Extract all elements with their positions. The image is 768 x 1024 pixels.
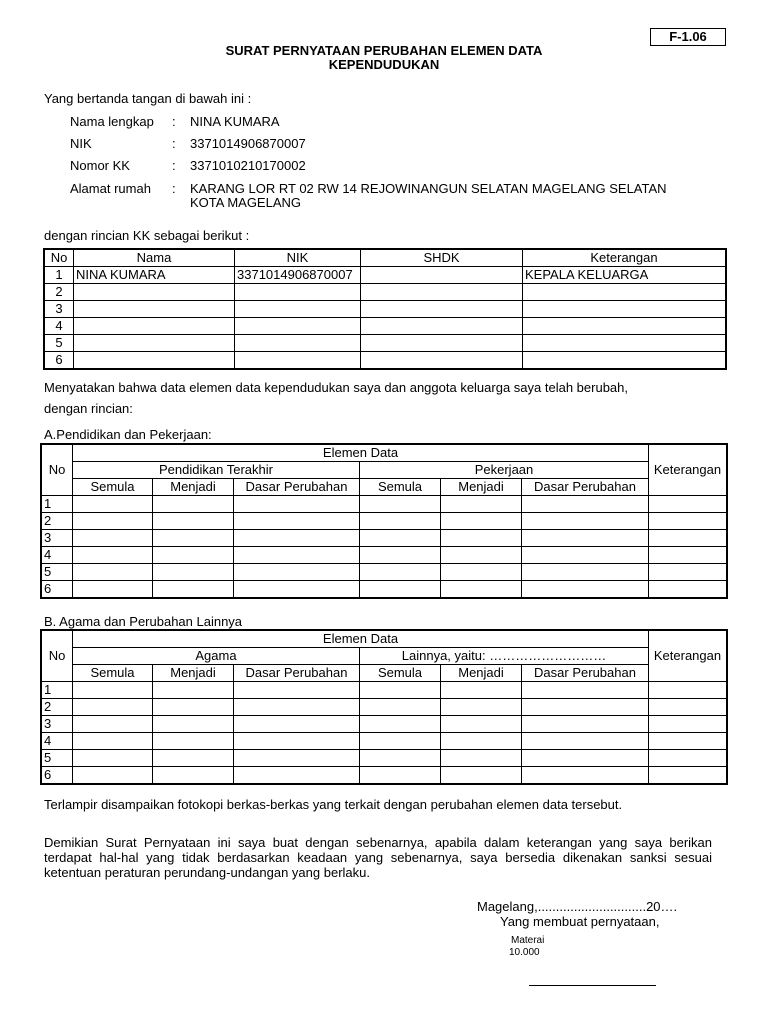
header-pendidikan: Pendidikan Terakhir xyxy=(73,462,360,479)
table-row xyxy=(42,581,727,598)
table-cell: NINA KUMARA xyxy=(74,267,235,284)
table-cell xyxy=(74,284,235,301)
table-cell xyxy=(522,716,649,733)
row-number: 3 xyxy=(42,530,73,547)
table-cell xyxy=(361,318,523,335)
table-cell xyxy=(234,733,360,750)
table-cell xyxy=(649,682,727,699)
table-cell xyxy=(234,716,360,733)
table-cell xyxy=(73,682,153,699)
table-cell xyxy=(361,335,523,352)
form-code: F-1.06 xyxy=(650,28,726,46)
table-cell xyxy=(234,767,360,784)
table-cell xyxy=(360,496,441,513)
row-number: 5 xyxy=(42,750,73,767)
table-cell xyxy=(73,699,153,716)
nik-value: 3371014906870007 xyxy=(190,136,306,151)
table-cell xyxy=(153,581,234,598)
header-shdk: SHDK xyxy=(361,250,523,267)
table-cell xyxy=(441,699,522,716)
table-cell xyxy=(522,547,649,564)
table-cell xyxy=(441,682,522,699)
table-cell xyxy=(235,352,361,369)
table-cell xyxy=(441,496,522,513)
table-cell xyxy=(522,513,649,530)
colon: : xyxy=(172,114,176,129)
table-cell xyxy=(441,547,522,564)
table-row xyxy=(45,318,726,335)
table-cell xyxy=(360,682,441,699)
table-cell: 3 xyxy=(45,301,74,318)
table-cell xyxy=(649,716,727,733)
table-cell: KEPALA KELUARGA xyxy=(523,267,726,284)
name-value: NINA KUMARA xyxy=(190,114,280,129)
table-cell xyxy=(649,733,727,750)
kk-intro-text: dengan rincian KK sebagai berikut : xyxy=(44,228,250,243)
table-cell xyxy=(649,530,727,547)
table-cell xyxy=(522,496,649,513)
table-cell xyxy=(649,581,727,598)
table-cell xyxy=(74,335,235,352)
kk-label: Nomor KK xyxy=(70,158,130,173)
table-row xyxy=(42,547,727,564)
table-cell xyxy=(235,284,361,301)
table-cell xyxy=(649,547,727,564)
table-cell xyxy=(153,750,234,767)
table-row xyxy=(45,267,726,284)
table-cell xyxy=(441,564,522,581)
stamp-label: Materai xyxy=(511,935,545,946)
nik-label: NIK xyxy=(70,136,92,151)
colon: : xyxy=(172,136,176,151)
row-number: 1 xyxy=(42,682,73,699)
table-cell xyxy=(649,513,727,530)
table-cell: 4 xyxy=(45,318,74,335)
table-cell xyxy=(441,716,522,733)
table-cell: 5 xyxy=(45,335,74,352)
section-b-table xyxy=(41,630,727,784)
table-cell xyxy=(441,581,522,598)
table-cell xyxy=(153,513,234,530)
table-header-row xyxy=(42,445,727,462)
table-cell: 2 xyxy=(45,284,74,301)
table-cell xyxy=(235,301,361,318)
table-cell xyxy=(153,530,234,547)
table-cell xyxy=(73,530,153,547)
table-cell xyxy=(523,284,726,301)
table-cell xyxy=(360,547,441,564)
header-keterangan: Keterangan xyxy=(649,445,727,496)
table-cell xyxy=(522,581,649,598)
header-semula: Semula xyxy=(73,479,153,496)
header-elemen-data: Elemen Data xyxy=(73,445,649,462)
table-cell xyxy=(153,699,234,716)
table-cell xyxy=(234,564,360,581)
header-agama: Agama xyxy=(73,648,360,665)
table-cell xyxy=(441,530,522,547)
table-header-row xyxy=(42,665,727,682)
table-cell xyxy=(73,513,153,530)
table-cell xyxy=(361,352,523,369)
table-cell xyxy=(153,716,234,733)
table-row xyxy=(45,335,726,352)
table-cell xyxy=(523,318,726,335)
table-cell xyxy=(649,699,727,716)
table-cell xyxy=(73,733,153,750)
intro-text: Yang bertanda tangan di bawah ini : xyxy=(44,91,252,106)
header-no: No xyxy=(42,631,73,682)
header-menjadi: Menjadi xyxy=(153,665,234,682)
place-date: Magelang,..............................20…. xyxy=(477,899,678,914)
section-a-table xyxy=(41,444,727,598)
table-header-row xyxy=(42,479,727,496)
header-menjadi: Menjadi xyxy=(441,479,522,496)
header-semula: Semula xyxy=(360,479,441,496)
header-keterangan: Keterangan xyxy=(649,631,727,682)
table-row xyxy=(42,564,727,581)
table-header-row xyxy=(42,462,727,479)
table-cell: 1 xyxy=(45,267,74,284)
table-cell xyxy=(441,513,522,530)
table-row xyxy=(42,733,727,750)
header-menjadi: Menjadi xyxy=(441,665,522,682)
table-cell xyxy=(153,496,234,513)
table-cell xyxy=(153,733,234,750)
table-cell xyxy=(360,750,441,767)
table-row xyxy=(42,716,727,733)
header-dasar-perubahan: Dasar Perubahan xyxy=(522,665,649,682)
kk-value: 3371010210170002 xyxy=(190,158,306,173)
row-number: 2 xyxy=(42,513,73,530)
table-cell xyxy=(234,530,360,547)
table-cell xyxy=(360,530,441,547)
table-row xyxy=(42,699,727,716)
table-cell xyxy=(522,699,649,716)
table-cell xyxy=(360,564,441,581)
table-cell xyxy=(73,547,153,564)
table-cell xyxy=(234,699,360,716)
table-cell xyxy=(153,547,234,564)
table-header-row xyxy=(45,250,726,267)
header-dasar-perubahan: Dasar Perubahan xyxy=(234,479,360,496)
page-title: SURAT PERNYATAAN PERUBAHAN ELEMEN DATA xyxy=(225,43,543,58)
name-label: Nama lengkap xyxy=(70,114,154,129)
header-nama: Nama xyxy=(74,250,235,267)
header-no: No xyxy=(42,445,73,496)
header-lainnya: Lainnya, yaitu: ……………………… xyxy=(360,648,649,665)
header-pekerjaan: Pekerjaan xyxy=(360,462,649,479)
table-cell xyxy=(73,496,153,513)
header-nik: NIK xyxy=(235,250,361,267)
signature-line xyxy=(529,985,656,986)
table-cell xyxy=(649,750,727,767)
table-cell xyxy=(522,682,649,699)
table-cell xyxy=(73,564,153,581)
address-label: Alamat rumah xyxy=(70,181,151,196)
table-row xyxy=(42,767,727,784)
table-row xyxy=(45,284,726,301)
table-cell xyxy=(360,716,441,733)
table-cell xyxy=(441,767,522,784)
table-cell xyxy=(360,767,441,784)
table-cell xyxy=(522,767,649,784)
table-cell xyxy=(523,301,726,318)
colon: : xyxy=(172,158,176,173)
header-semula: Semula xyxy=(360,665,441,682)
table-cell xyxy=(522,564,649,581)
table-cell xyxy=(73,750,153,767)
table-row xyxy=(42,750,727,767)
header-dasar-perubahan: Dasar Perubahan xyxy=(522,479,649,496)
table-cell xyxy=(74,301,235,318)
table-cell xyxy=(74,352,235,369)
table-cell xyxy=(74,318,235,335)
table-header-row xyxy=(42,648,727,665)
table-cell xyxy=(153,682,234,699)
statement-line2: dengan rincian: xyxy=(44,401,133,416)
table-row xyxy=(45,352,726,369)
table-cell xyxy=(360,733,441,750)
table-cell xyxy=(73,767,153,784)
table-cell xyxy=(234,750,360,767)
statement-line1: Menyatakan bahwa data elemen data kependudukan saya dan anggota keluarga saya telah berubah, xyxy=(44,380,628,395)
table-cell xyxy=(73,581,153,598)
table-cell xyxy=(441,733,522,750)
row-number: 6 xyxy=(42,581,73,598)
header-elemen-data: Elemen Data xyxy=(73,631,649,648)
row-number: 3 xyxy=(42,716,73,733)
address-value-line2: KOTA MAGELANG xyxy=(190,195,302,210)
table-cell xyxy=(234,496,360,513)
table-cell xyxy=(235,318,361,335)
header-dasar-perubahan: Dasar Perubahan xyxy=(234,665,360,682)
table-cell xyxy=(73,716,153,733)
row-number: 1 xyxy=(42,496,73,513)
kk-table xyxy=(44,249,726,369)
table-cell xyxy=(649,496,727,513)
row-number: 5 xyxy=(42,564,73,581)
row-number: 6 xyxy=(42,767,73,784)
header-semula: Semula xyxy=(73,665,153,682)
table-cell xyxy=(522,733,649,750)
table-cell xyxy=(153,564,234,581)
table-cell xyxy=(153,767,234,784)
address-value-line1: KARANG LOR RT 02 RW 14 REJOWINANGUN SELATAN MAGELANG SELATAN xyxy=(190,181,667,196)
table-cell: 3371014906870007 xyxy=(235,267,361,284)
table-cell xyxy=(234,547,360,564)
table-cell xyxy=(361,301,523,318)
table-row xyxy=(42,682,727,699)
page-title-line2: KEPENDUDUKAN xyxy=(328,57,440,72)
row-number: 4 xyxy=(42,733,73,750)
table-row xyxy=(42,530,727,547)
stamp-value: 10.000 xyxy=(509,947,540,958)
table-header-row xyxy=(42,631,727,648)
table-cell xyxy=(235,335,361,352)
table-row xyxy=(42,513,727,530)
table-row xyxy=(45,301,726,318)
table-cell xyxy=(523,335,726,352)
table-cell xyxy=(649,767,727,784)
signer-label: Yang membuat pernyataan, xyxy=(500,914,660,929)
table-cell xyxy=(441,750,522,767)
colon: : xyxy=(172,181,176,196)
table-cell xyxy=(360,581,441,598)
table-cell: 6 xyxy=(45,352,74,369)
attachment-note: Terlampir disampaikan fotokopi berkas-berkas yang terkait dengan perubahan elemen data tersebut. xyxy=(44,797,623,812)
table-cell xyxy=(234,682,360,699)
header-menjadi: Menjadi xyxy=(153,479,234,496)
table-cell xyxy=(234,581,360,598)
header-no: No xyxy=(45,250,74,267)
table-cell xyxy=(522,530,649,547)
table-cell xyxy=(523,352,726,369)
closing-paragraph: Demikian Surat Pernyataan ini saya buat dengan sebenarnya, apabila dalam keterangan yang saya berikan terdapat hal-hal yang tidak berdasarkan keadaan yang sebenarnya, saya bersedia dikenakan sanksi sesuai ketentuan peraturan perundang-undangan yang berlaku. xyxy=(44,835,712,880)
table-cell xyxy=(360,513,441,530)
header-keterangan: Keterangan xyxy=(523,250,726,267)
row-number: 4 xyxy=(42,547,73,564)
table-cell xyxy=(361,267,523,284)
table-cell xyxy=(361,284,523,301)
table-cell xyxy=(360,699,441,716)
table-cell xyxy=(234,513,360,530)
table-row xyxy=(42,496,727,513)
table-cell xyxy=(649,564,727,581)
section-a-title: A.Pendidikan dan Pekerjaan: xyxy=(44,427,212,442)
table-cell xyxy=(522,750,649,767)
section-b-title: B. Agama dan Perubahan Lainnya xyxy=(44,614,243,629)
row-number: 2 xyxy=(42,699,73,716)
